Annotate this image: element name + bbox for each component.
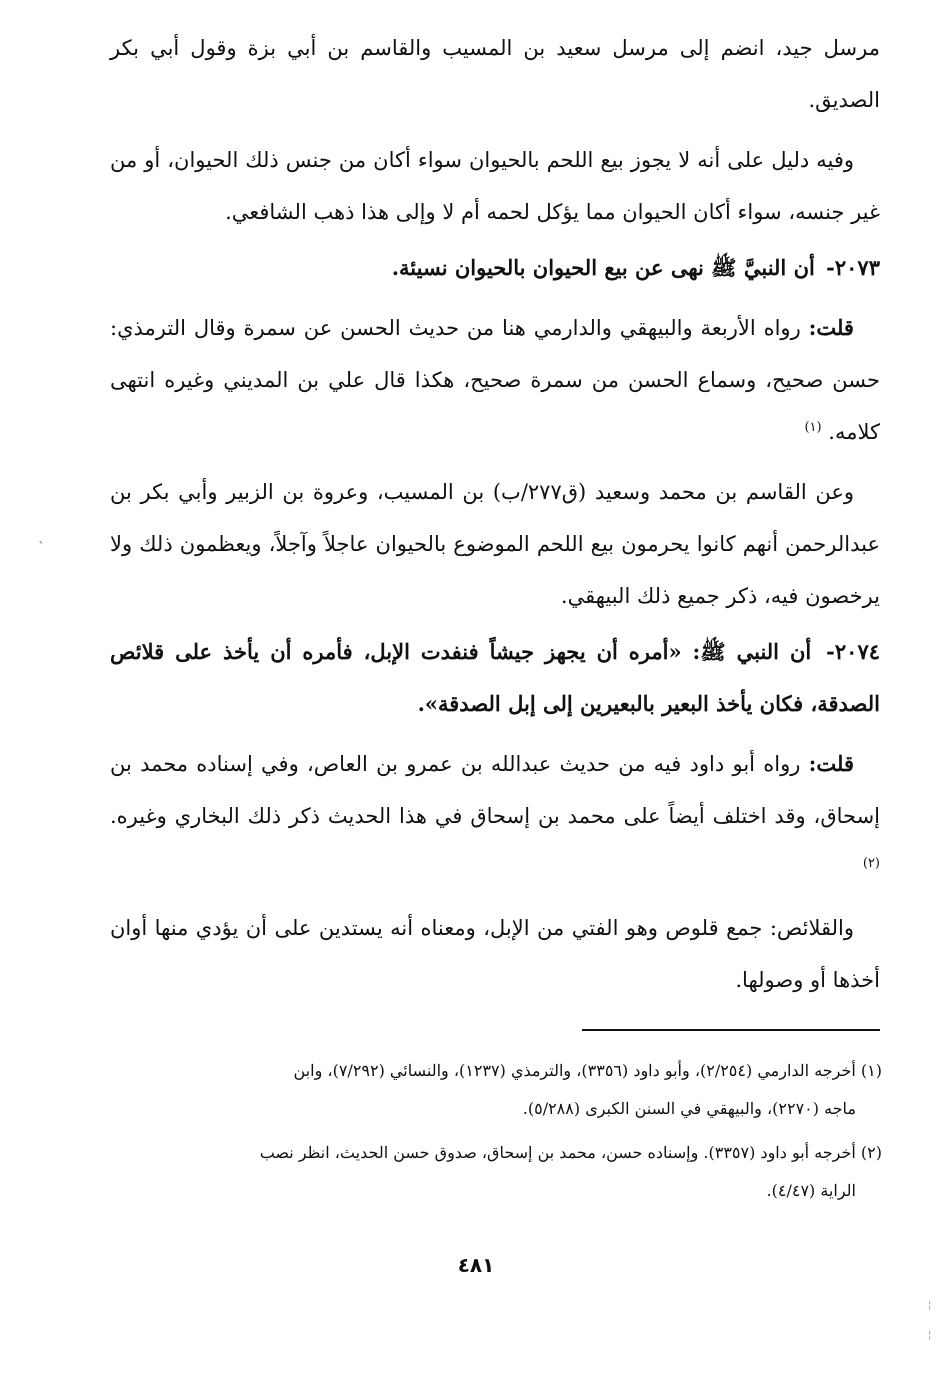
commentary-2	[110, 738, 880, 894]
commentary-text: رواه الأربعة والبيهقي والدارمي هنا من حديث الحسن عن سمرة وقال الترمذي: حسن صحيح، وسماع الحسن من سمرة صحيح، هكذا قال علي بن المديني وغيره انتهى كلامه.	[110, 316, 880, 444]
footnote-2-line1: (٢) أخرجه أبو داود (٣٣٥٧). وإسناده حسن، محمد بن إسحاق، صدوق حسن الحديث، انظر نصب	[259, 1143, 882, 1162]
commentary-label: قلت:	[808, 751, 854, 776]
paragraph-qalais: والقلائص: جمع قلوص وهو الفتي من الإبل، ومعناه أنه يستدين على أن يؤدي منها أوان أخذها أو وصولها.	[110, 916, 880, 992]
footnote-1-line1: (١) أخرجه الدارمي (٢/٢٥٤)، وأبو داود (٣٣٥٦)، والترمذي (١٢٣٧)، والنسائي (٧/٢٩٢)، وابن	[293, 1061, 882, 1080]
footnote-2-line2: الراية (٤/٤٧).	[766, 1181, 856, 1200]
hadith-text: أن النبي ﷺ: «أمره أن يجهز جيشاً فنفدت الإبل، فأمره أن يأخذ على قلائص الصدقة، فكان يأخذ البعير بالبعيرين إلى إبل الصدقة».	[110, 639, 880, 716]
hadith-number: ٢٠٧٣-	[826, 255, 880, 280]
footnote-ref: (١)	[804, 420, 822, 435]
hadith-number: ٢٠٧٤-	[826, 639, 881, 664]
scan-edge-mark: ¦	[928, 1330, 932, 1341]
footnote-divider	[582, 1029, 880, 1031]
footnotes	[110, 1052, 882, 1216]
commentary-label: قلت:	[808, 315, 854, 340]
hadith-2073	[110, 242, 880, 294]
commentary-text: رواه أبو داود فيه من حديث عبدالله بن عمرو بن العاص، وفي إسناده محمد بن إسحاق، وقد اختلف أيضاً على محمد بن إسحاق في هذا الحديث ذكر ذلك البخاري وغيره.	[110, 752, 880, 828]
footnote-1	[110, 1052, 882, 1128]
main-text	[110, 22, 880, 1006]
scan-speck: ˎ	[38, 528, 45, 544]
footnote-2	[110, 1134, 882, 1210]
scan-edge-mark: ¦	[928, 1300, 932, 1311]
hadith-text: أن النبيَّ ﷺ نهى عن بيع الحيوان بالحيوان نسيئة.	[391, 255, 815, 280]
paragraph-evidence: وفيه دليل على أنه لا يجوز بيع اللحم بالحيوان سواء أكان من جنس ذلك الحيوان، أو من غير جنسه، سواء أكان الحيوان مما يؤكل لحمه أم لا وإلى هذا ذهب الشافعي.	[110, 148, 880, 224]
footnote-ref: (٢)	[862, 856, 880, 871]
paragraph-qasim: وعن القاسم بن محمد وسعيد (ق٢٧٧/ب) بن المسيب، وعروة بن الزبير وأبي بكر بن عبدالرحمن أنهم كانوا يحرمون بيع اللحم الموضوع بالحيوان عاجلاً وآجلاً، ويعظمون ذلك ولا يرخصون فيه، ذكر جميع ذلك البيهقي.	[110, 480, 880, 608]
page-number: ٤٨١	[457, 1253, 495, 1277]
commentary-1	[110, 302, 880, 458]
footnote-1-line2: ماجه (٢٢٧٠)، والبيهقي في السنن الكبرى (٥/٢٨٨).	[522, 1099, 856, 1118]
paragraph-mursal: مرسل جيد، انضم إلى مرسل سعيد بن المسيب والقاسم بن أبي بزة وقول أبي بكر الصديق.	[110, 36, 880, 112]
hadith-2074	[110, 626, 880, 730]
